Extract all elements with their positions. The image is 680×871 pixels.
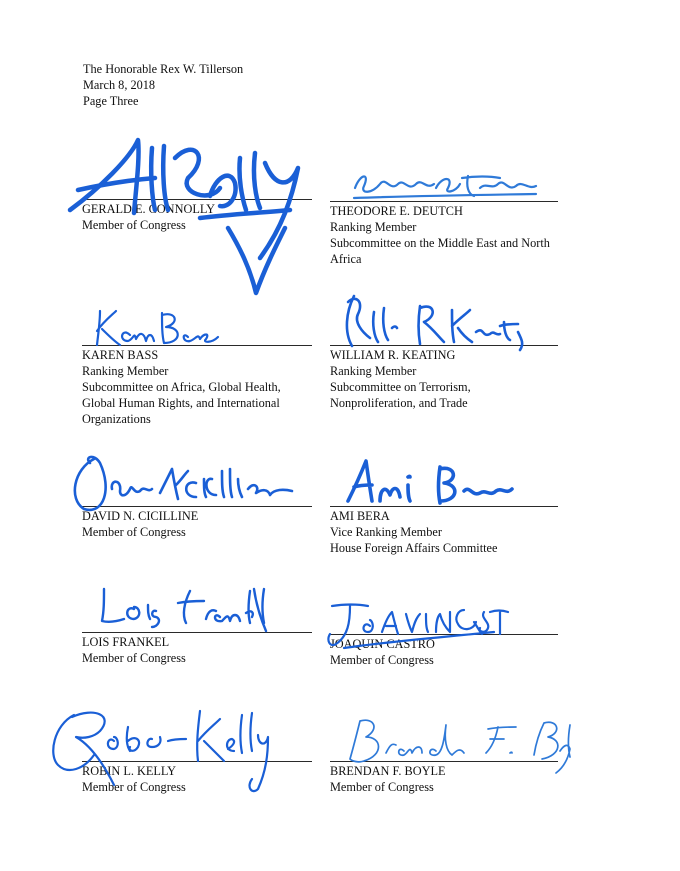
- handwritten-signature-bera: [340, 455, 520, 510]
- signature-line: [82, 345, 312, 346]
- signatory-committee-cont: Global Human Rights, and International: [82, 396, 280, 410]
- signature-line: [82, 506, 312, 507]
- signatory-name: LOIS FRANKEL: [82, 635, 170, 649]
- signatory-title: Member of Congress: [82, 218, 186, 232]
- page-number-line: Page Three: [83, 94, 139, 108]
- signatory-title: Member of Congress: [82, 525, 186, 539]
- signatory-name: DAVID N. CICILLINE: [82, 509, 199, 523]
- signatory-name: JOAQUIN CASTRO: [330, 637, 435, 651]
- signature-line: [82, 761, 312, 762]
- signature-line: [82, 199, 312, 200]
- signatory-name: GERALD E. CONNOLLY: [82, 202, 215, 216]
- signatory-committee: Subcommittee on Terrorism,: [330, 380, 471, 394]
- signatory-name: ROBIN L. KELLY: [82, 764, 177, 778]
- signatory-committee: House Foreign Affairs Committee: [330, 541, 498, 555]
- handwritten-signature-keating: [334, 292, 534, 352]
- signatory-title: Ranking Member: [330, 364, 417, 378]
- date-line: March 8, 2018: [83, 78, 156, 92]
- signatory-committee: Subcommittee on Africa, Global Health,: [82, 380, 281, 394]
- signature-line: [330, 506, 558, 507]
- recipient-line: The Honorable Rex W. Tillerson: [83, 62, 244, 76]
- handwritten-signature-bass: [92, 305, 222, 350]
- signatory-name: AMI BERA: [330, 509, 390, 523]
- signatory-committee-cont: Africa: [330, 252, 362, 266]
- signature-line: [330, 761, 558, 762]
- signatory-title: Ranking Member: [82, 364, 169, 378]
- signatory-title: Member of Congress: [330, 780, 434, 794]
- signature-line: [330, 201, 558, 202]
- signatory-name: KAREN BASS: [82, 348, 159, 362]
- letter-header: [83, 61, 243, 109]
- handwritten-signature-frankel: [94, 583, 274, 638]
- signatory-title: Member of Congress: [82, 651, 186, 665]
- signatory-title: Member of Congress: [82, 780, 186, 794]
- handwritten-signature-deutch: [350, 166, 540, 206]
- signatory-title: Ranking Member: [330, 220, 417, 234]
- signatory-name: THEODORE E. DEUTCH: [330, 204, 463, 218]
- signatory-name: BRENDAN F. BOYLE: [330, 764, 446, 778]
- signature-line: [330, 634, 558, 635]
- signature-line: [82, 632, 312, 633]
- signature-line: [330, 345, 558, 346]
- signatory-committee: Subcommittee on the Middle East and North: [330, 236, 550, 250]
- signatory-title: Vice Ranking Member: [330, 525, 442, 539]
- signatory-committee-cont: Nonproliferation, and Trade: [330, 396, 468, 410]
- signatory-title: Member of Congress: [330, 653, 434, 667]
- signatory-name: WILLIAM R. KEATING: [330, 348, 456, 362]
- signatory-committee-cont: Organizations: [82, 412, 151, 426]
